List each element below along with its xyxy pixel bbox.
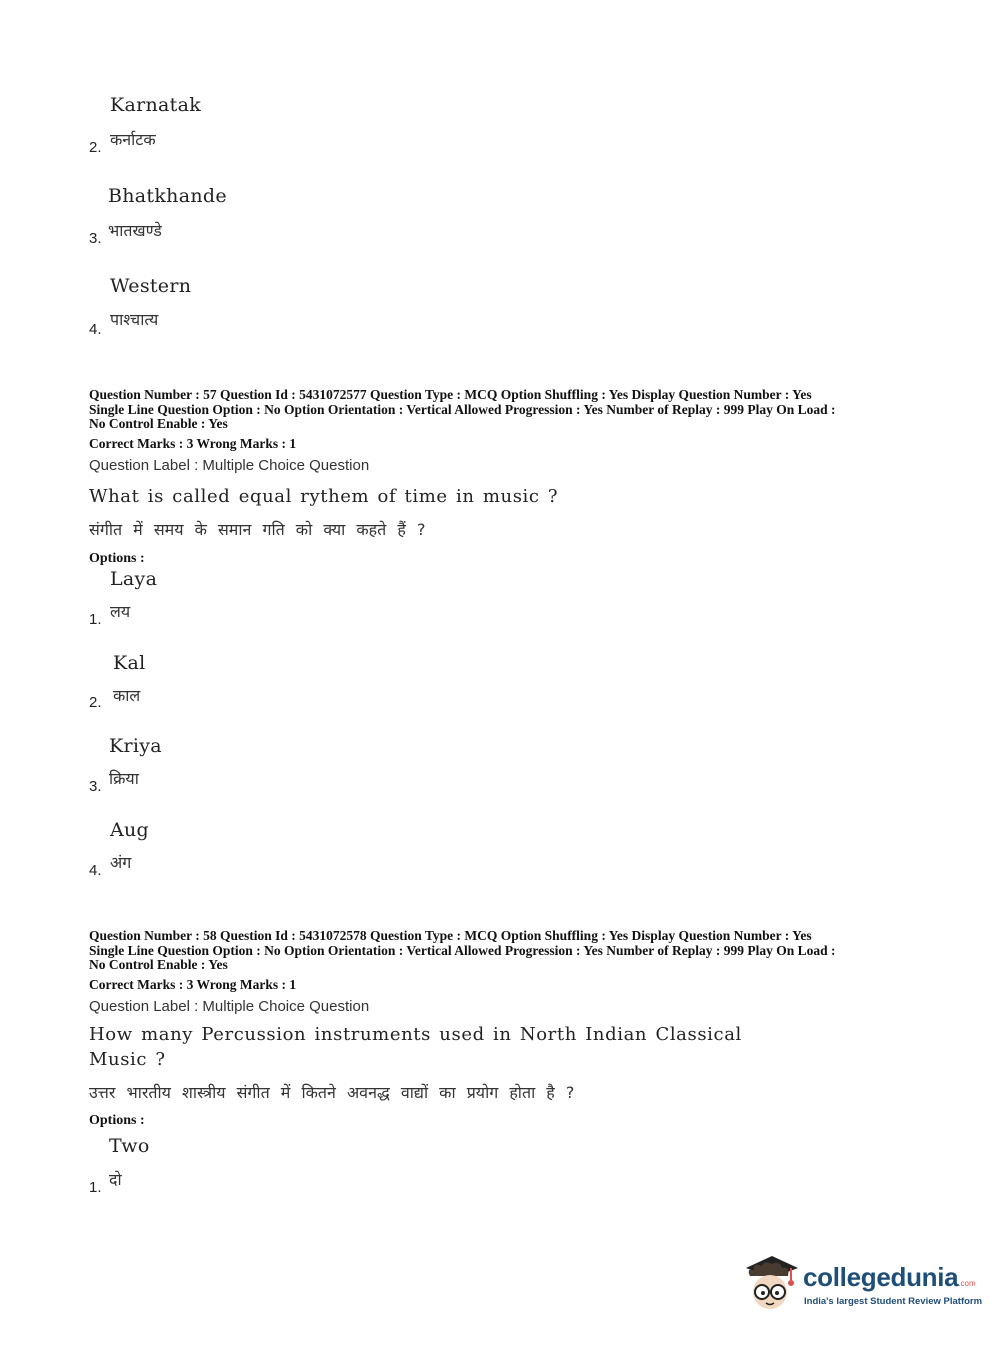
question-57-label: Question Label : Multiple Choice Question — [89, 457, 370, 474]
question-58-meta-line2: Single Line Question Option : No Option Orientation : Vertical Allowed Progression : Yes Number of Replay : 999 Play On Load : — [89, 942, 836, 958]
question-57-text-hindi: संगीत में समय के समान गति को क्या कहते हैं ? — [89, 520, 426, 539]
collegedunia-logo — [740, 1250, 983, 1320]
option-3-hindi: भातखण्डे — [108, 221, 162, 240]
question-57-meta-line1: Question Number : 57 Question Id : 5431072577 Question Type : MCQ Option Shuffling : Yes Display Question Number : Yes — [89, 387, 812, 402]
logo-com: .com — [958, 1279, 976, 1288]
question-57-option-4-number: 4. — [89, 862, 102, 879]
logo-wordmark — [803, 1262, 976, 1293]
question-57-option-4-hindi: अंग — [110, 853, 132, 872]
logo-name: collegedunia — [803, 1262, 959, 1292]
question-57-option-2-hindi: काल — [113, 686, 141, 705]
question-58-options-label: Options : — [89, 1113, 145, 1128]
question-57-meta-line2: Single Line Question Option : No Option Orientation : Vertical Allowed Progression : Yes Number of Replay : 999 Play On Load : — [89, 401, 836, 417]
option-4-english: Western — [110, 275, 192, 297]
question-58-meta — [89, 929, 919, 973]
question-58-option-1-english: Two — [109, 1135, 150, 1157]
question-57-meta-line3: No Control Enable : Yes — [89, 416, 228, 431]
question-57-option-3-number: 3. — [89, 778, 102, 795]
question-57-option-3-english: Kriya — [109, 735, 162, 757]
question-57-option-2-english: Kal — [113, 652, 146, 674]
option-2-english: Karnatak — [110, 94, 202, 116]
mascot-icon — [740, 1250, 802, 1312]
option-4-hindi: पाश्चात्य — [110, 310, 159, 329]
question-58-text-hindi: उत्तर भारतीय शास्त्रीय संगीत में कितने अवनद्ध वाद्यों का प्रयोग होता है ? — [89, 1083, 575, 1102]
question-57-option-2-number: 2. — [89, 694, 102, 711]
question-58-option-1-hindi: दो — [109, 1170, 122, 1189]
question-58-text-english-line2: Music ? — [89, 1049, 166, 1070]
question-57-option-3-hindi: क्रिया — [109, 769, 139, 788]
question-57-options-label: Options : — [89, 551, 145, 566]
question-58-meta-line1: Question Number : 58 Question Id : 5431072578 Question Type : MCQ Option Shuffling : Yes Display Question Number : Yes — [89, 928, 812, 943]
option-2-hindi: कर्नाटक — [110, 130, 156, 149]
question-58-option-1-number: 1. — [89, 1179, 102, 1196]
question-58-text-english — [89, 1022, 809, 1072]
question-57-marks: Correct Marks : 3 Wrong Marks : 1 — [89, 436, 297, 451]
question-57-option-4-english: Aug — [110, 819, 150, 841]
option-2-number: 2. — [89, 139, 102, 156]
question-58-meta-line3: No Control Enable : Yes — [89, 957, 228, 972]
question-57-meta — [89, 388, 919, 432]
logo-tagline: India's largest Student Review Platform — [804, 1296, 983, 1307]
option-3-english: Bhatkhande — [108, 185, 227, 207]
option-3-number: 3. — [89, 230, 102, 247]
question-58-label: Question Label : Multiple Choice Question — [89, 998, 370, 1015]
question-57-option-1-hindi: लय — [110, 602, 131, 621]
question-58-text-english-line1: How many Percussion instruments used in North Indian Classical — [89, 1024, 742, 1045]
question-57-option-1-number: 1. — [89, 611, 102, 628]
option-4-number: 4. — [89, 321, 102, 338]
question-58-marks: Correct Marks : 3 Wrong Marks : 1 — [89, 977, 297, 992]
question-57-option-1-english: Laya — [110, 568, 158, 590]
question-57-text-english: What is called equal rythem of time in music ? — [89, 486, 559, 507]
